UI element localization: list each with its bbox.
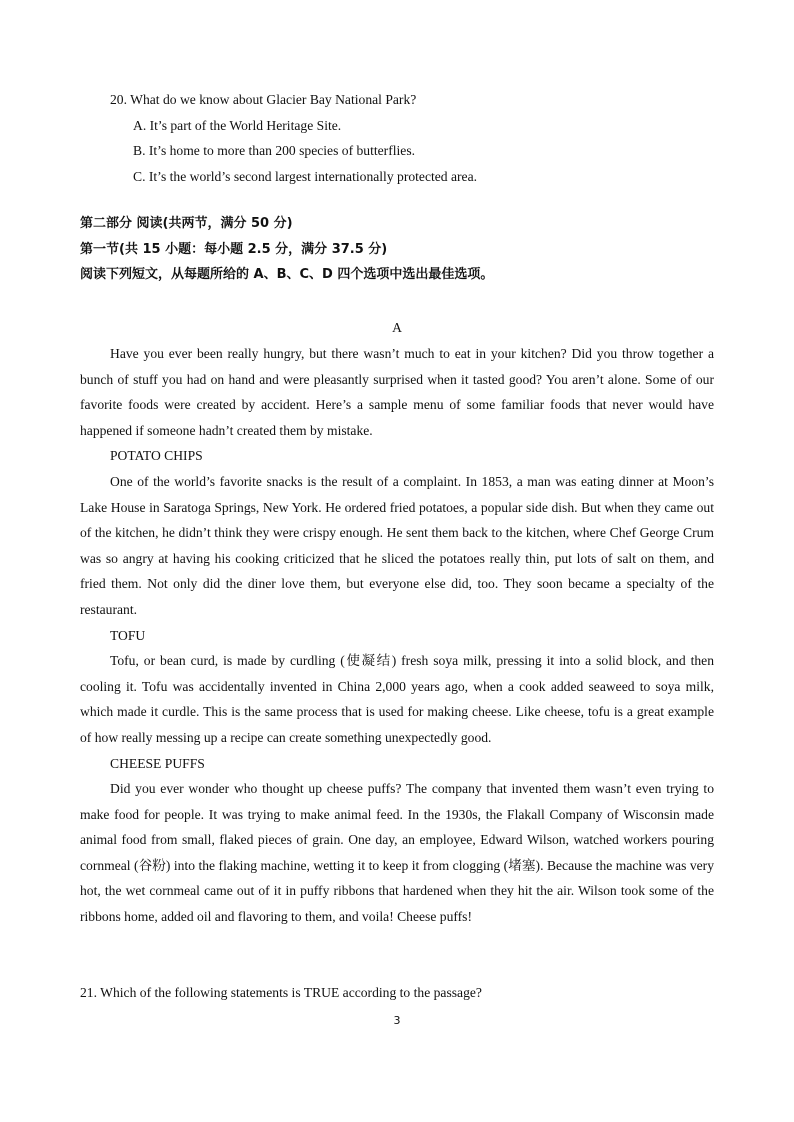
section-subsection-title: 第一节(共 15 小题：每小题 2.5 分，满分 37.5 分) [80, 241, 388, 257]
passage-heading-tofu: TOFU [110, 627, 146, 643]
passage-letter: A [392, 320, 402, 335]
section-part-title: 第二部分 阅读(共两节，满分 50 分) [80, 216, 293, 231]
passage-text-tofu: Tofu, or bean curd, is made by curdling (使凝结) fresh soya milk, pressing it into a solid block, and then cooling it. Tofu was accidentally invented in China 2,000 years ago, when a cook added seaweed to soya milk, which made it curdle. This is the same process that is used for making cheese. Like cheese, tofu is a great example of how really messing up a recipe can create something unexpectedly good. [80, 653, 714, 745]
passage-heading-potato-chips: POTATO CHIPS [110, 448, 203, 464]
passage-heading-cheese-puffs: CHEESE PUFFS [110, 755, 205, 771]
page-number: 3 [393, 1014, 401, 1027]
question-20 [110, 87, 477, 189]
section-header [80, 211, 493, 288]
passage-text-cheese-puffs: Did you ever wonder who thought up cheese puffs? The company that invented them wasn’t even trying to make food for people. It was trying to make animal feed. In the 1930s, the Flakall Company of Wisconsin made animal food from small, flaked pieces of grain. One day, an employee, Edward Wilson, watched workers pouring cornmeal (谷粉) into the flaking machine, wetting it to keep it from clogging (堵塞). Because the machine was very hot, the wet cornmeal came out of it in puffy ribbons that hardened when they hit the air. Wilson took some of the ribbons home, added oil and flavoring to them, and voila! Cheese puffs! [80, 781, 714, 925]
question-20-option-c: C. It’s the world’s second largest internationally protected area. [133, 168, 478, 184]
passage-a [80, 341, 714, 930]
passage-intro: Have you ever been really hungry, but there wasn’t much to eat in your kitchen? Did you throw together a bunch of stuff you had on hand and were pleasantly surprised when it tasted good? You aren’t alone. Some of our favorite foods were created by accident. Here’s a sample menu of some familiar foods that never would have happened if someone hadn’t created them by mistake. [80, 346, 714, 438]
passage-text-potato-chips: One of the world’s favorite snacks is the result of a complaint. In 1853, a man was eating dinner at Moon’s Lake House in Saratoga Springs, New York. He ordered fried potatoes, a popular side dish. But when they came out of the kitchen, he didn’t think they were crispy enough. He sent them back to the kitchen, where Chef George Crum was so angry at having his cooking criticized that he sliced the potatoes really thin, put lots of salt on them, and fried them. Not only did the diner love them, but everyone else did, too. They soon became a specialty of the restaurant. [80, 473, 714, 617]
question-21-stem: 21. Which of the following statements is TRUE according to the passage? [80, 985, 482, 1000]
question-20-stem: 20. What do we know about Glacier Bay National Park? [110, 92, 417, 107]
section-instruction: 阅读下列短文，从每题所给的 A、B、C、D 四个选项中选出最佳选项。 [80, 267, 494, 282]
question-20-option-a: A. It’s part of the World Heritage Site. [133, 117, 342, 133]
question-20-option-b: B. It’s home to more than 200 species of butterflies. [133, 143, 416, 158]
